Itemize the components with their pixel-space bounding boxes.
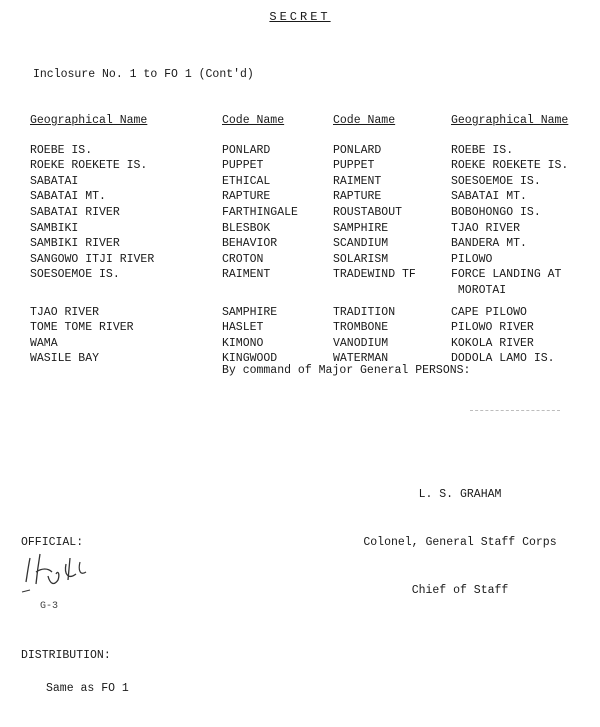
table-row (30, 320, 591, 336)
table-cell: FORCE LANDING AT MOROTAI (451, 268, 562, 297)
signatory-rank: Colonel, General Staff Corps (363, 536, 557, 549)
table-cell: ETHICAL (222, 174, 271, 188)
table-cell: SABATAI (30, 174, 79, 188)
distribution-text: Same as FO 1 (46, 682, 129, 695)
table-cell: PUPPET (333, 159, 375, 173)
command-line: By command of Major General PERSONS: (222, 364, 471, 377)
table-row (30, 252, 591, 268)
table-row (30, 267, 591, 298)
table-cell: SOESOEMOE IS. (30, 268, 120, 282)
table-row (30, 299, 591, 321)
table-cell: ROEBE IS. (451, 143, 514, 157)
table-row (30, 221, 591, 237)
table-cell: FARTHINGALE (222, 205, 298, 219)
table-cell: RAIMENT (222, 268, 271, 282)
table-cell: TOME TOME RIVER (30, 321, 134, 335)
table-cell: BOBOHONGO IS. (451, 205, 541, 219)
table-cell: TRADITION (333, 305, 396, 319)
table-cell: SOESOEMOE IS. (451, 174, 541, 188)
table-cell: SANGOWO ITJI RIVER (30, 252, 155, 266)
table-cell: PUPPET (222, 159, 264, 173)
table-cell: PILOWO RIVER (451, 321, 534, 335)
table-row (30, 189, 591, 205)
signatory-name: L. S. GRAHAM (418, 488, 502, 501)
classification-header: SECRET (269, 10, 331, 24)
table-cell: TRADEWIND TF (333, 268, 416, 282)
table-cell: PONLARD (222, 143, 271, 157)
official-initials-text: G-3 (40, 601, 59, 612)
col-header-code: Code Name (222, 114, 285, 127)
table-cell: KOKOLA RIVER (451, 336, 534, 350)
table-cell: HASLET (222, 321, 264, 335)
col-header-geographical: Geographical Name (30, 114, 148, 127)
table-row (30, 143, 591, 159)
table-cell: SCANDIUM (333, 237, 389, 251)
table-cell: RAIMENT (333, 174, 382, 188)
table-cell: DODOLA LAMO IS. (451, 352, 555, 366)
scan-smudge (470, 404, 560, 411)
table-cell: SAMBIKI (30, 221, 79, 235)
col-header-geographical: Geographical Name (451, 114, 569, 127)
table-cell: BLESBOK (222, 221, 271, 235)
table-cell: ROEKE ROEKETE IS. (451, 159, 569, 173)
table-cell: RAPTURE (333, 190, 382, 204)
table-cell: KINGWOOD (222, 352, 278, 366)
table-cell: TJAO RIVER (451, 221, 521, 235)
table-row (30, 158, 591, 174)
table-cell: CROTON (222, 252, 264, 266)
table-cell: TROMBONE (333, 321, 389, 335)
table-cell: PONLARD (333, 143, 382, 157)
table-cell: ROUSTABOUT (333, 205, 403, 219)
col-header-code: Code Name (333, 114, 396, 127)
handwritten-initials (18, 550, 108, 616)
inclosure-line: Inclosure No. 1 to FO 1 (Cont'd) (33, 68, 254, 81)
table-row (30, 174, 591, 190)
table-row (30, 236, 591, 252)
table-cell: VANODIUM (333, 336, 389, 350)
table-cell: SABATAI RIVER (30, 205, 120, 219)
table-cell: SABATAI MT. (451, 190, 527, 204)
table-cell: WATERMAN (333, 352, 389, 366)
table-cell: SOLARISM (333, 252, 389, 266)
table-cell: BANDERA MT. (451, 237, 527, 251)
signatory-title: Chief of Staff (411, 584, 509, 597)
table-cell: SABATAI MT. (30, 190, 106, 204)
table-cell: KIMONO (222, 336, 264, 350)
table-row (30, 205, 591, 221)
table-cell: SAMPHIRE (333, 221, 389, 235)
table-header-row (30, 113, 591, 143)
distribution-label: DISTRIBUTION: (21, 649, 111, 662)
table-cell: ROEBE IS. (30, 143, 93, 157)
table-cell: PILOWO (451, 252, 493, 266)
table-cell: SAMBIKI RIVER (30, 237, 120, 251)
signature-block (330, 455, 590, 615)
code-name-table (30, 113, 591, 367)
table-cell: WASILE BAY (30, 352, 100, 366)
table-cell: ROEKE ROEKETE IS. (30, 159, 148, 173)
table-cell: RAPTURE (222, 190, 271, 204)
table-row (30, 336, 591, 352)
official-label: OFFICIAL: (21, 536, 84, 549)
table-cell: WAMA (30, 336, 58, 350)
table-cell: BEHAVIOR (222, 237, 278, 251)
table-cell: TJAO RIVER (30, 305, 100, 319)
table-cell: CAPE PILOWO (451, 305, 527, 319)
table-cell: SAMPHIRE (222, 305, 278, 319)
